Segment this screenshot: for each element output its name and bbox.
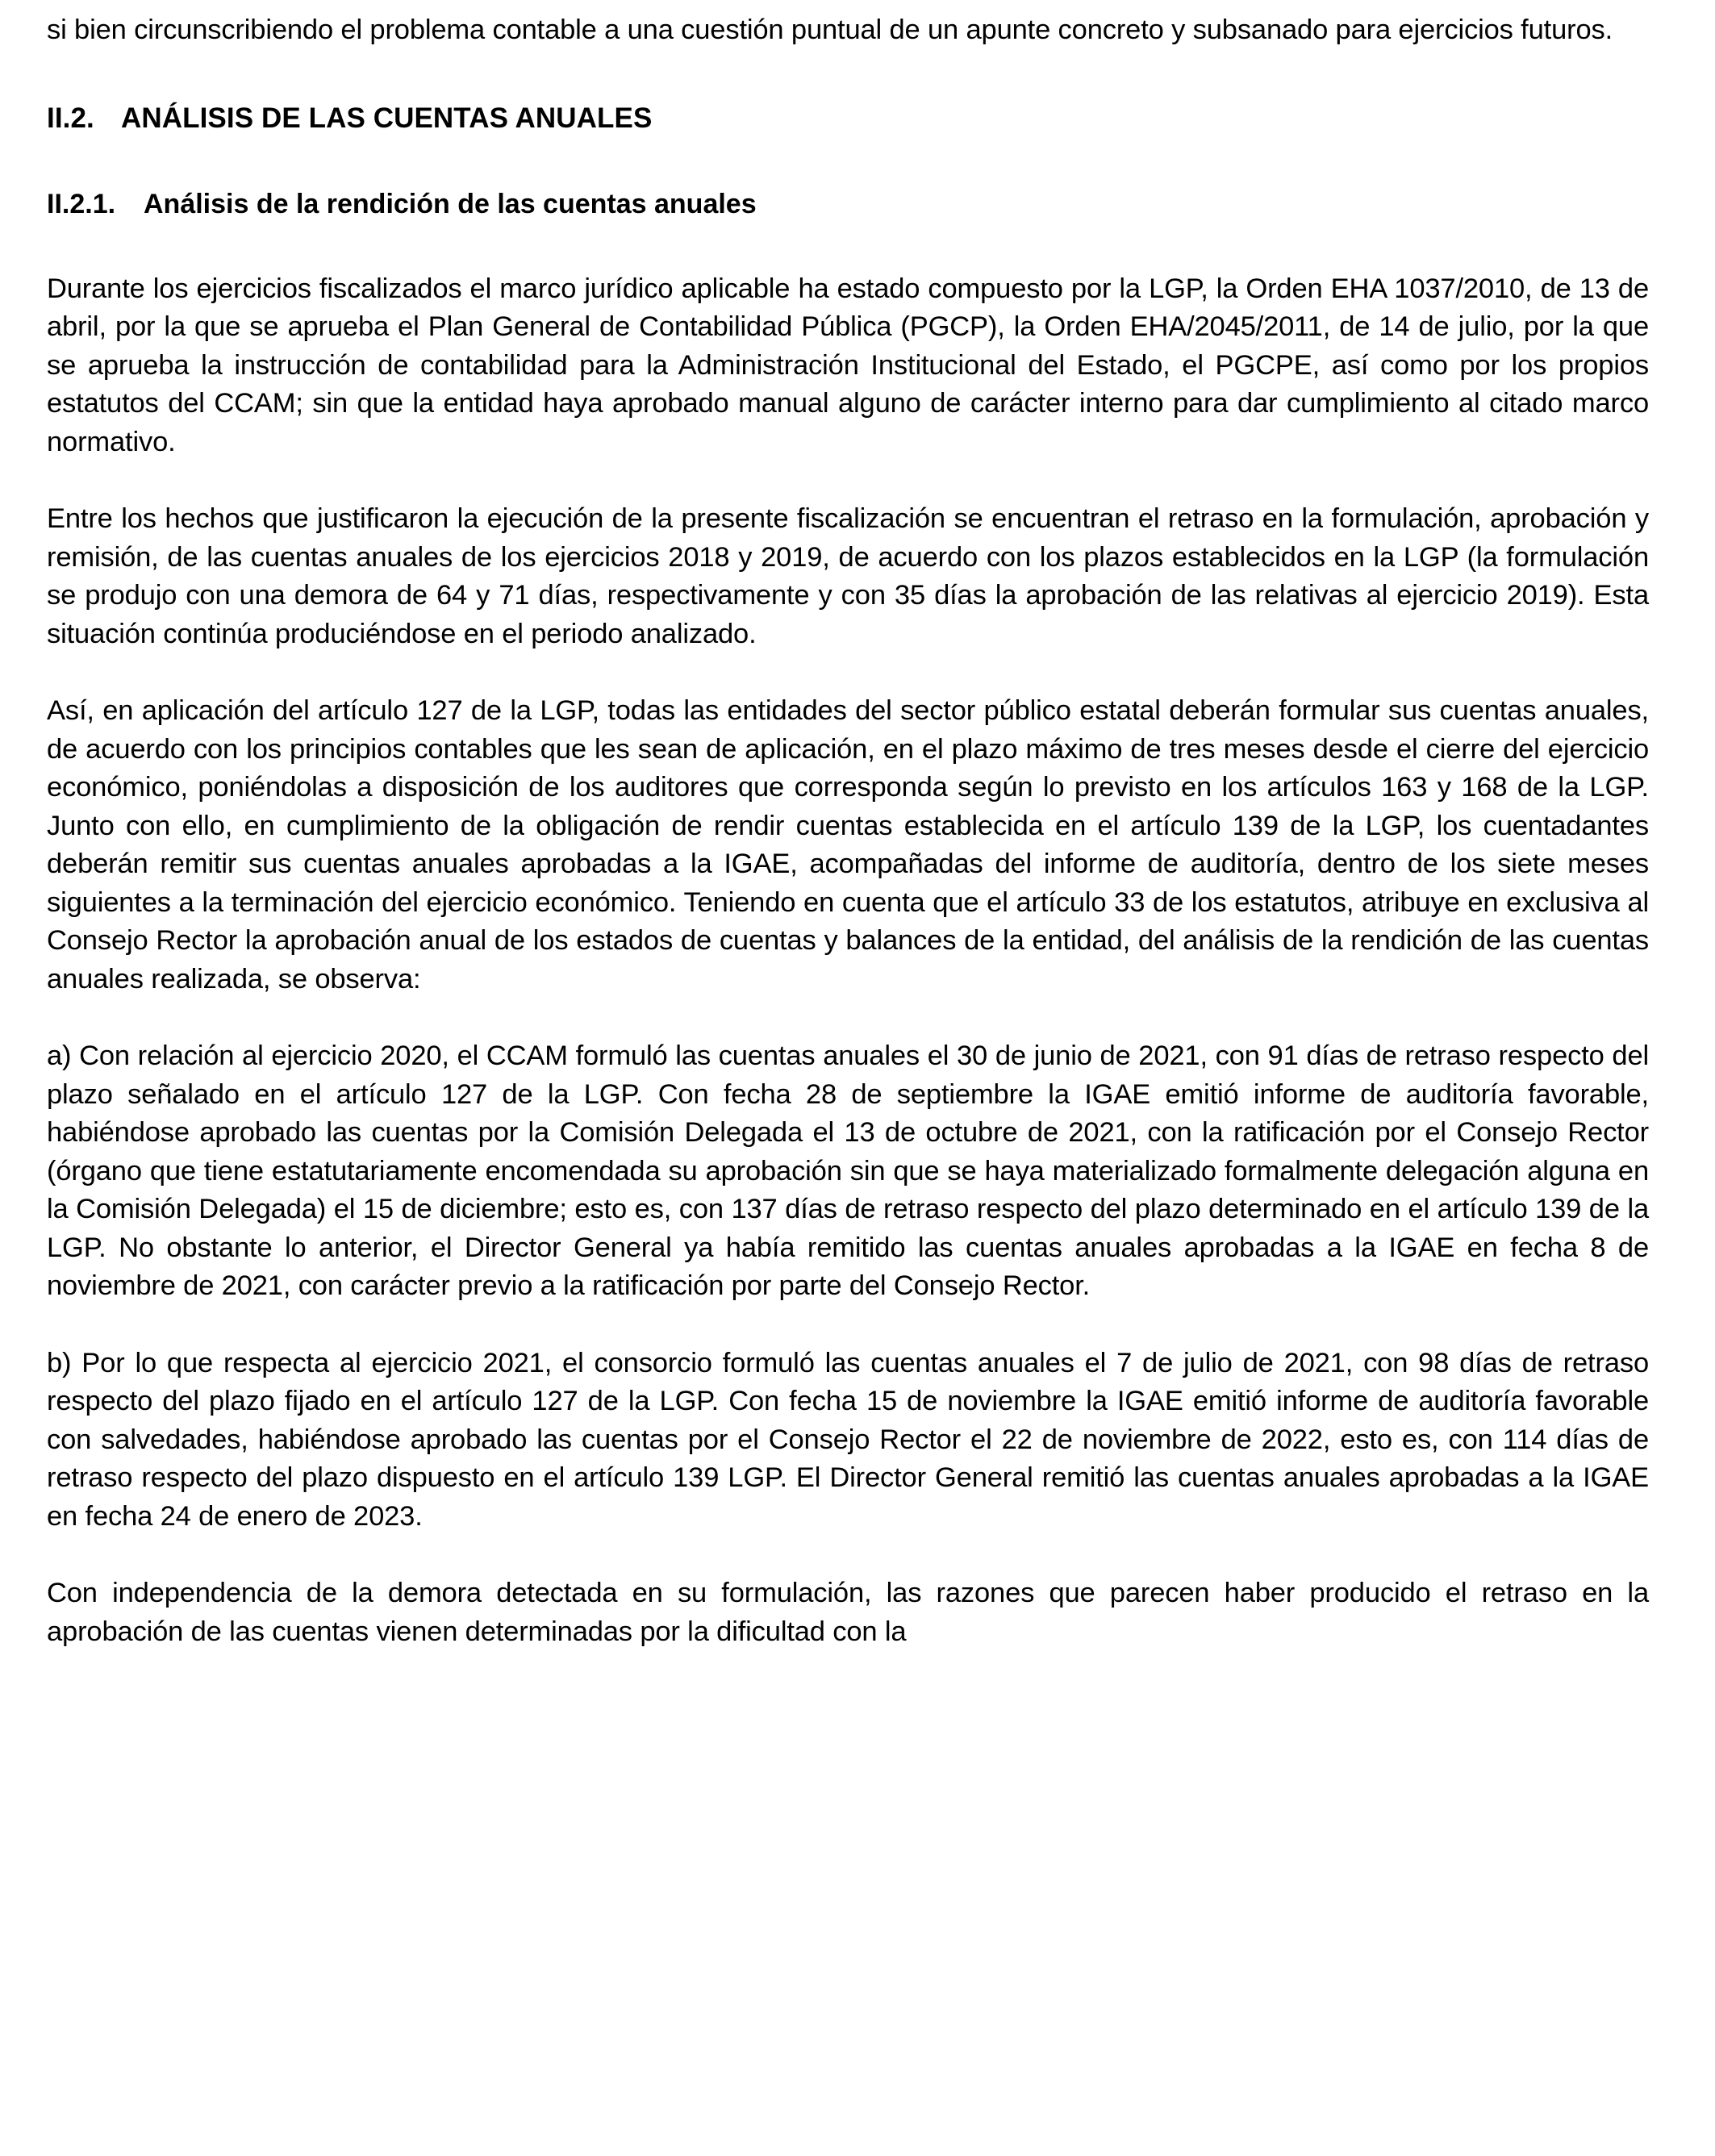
paragraph-item-a: a) Con relación al ejercicio 2020, el CCAM formuló las cuentas anuales el 30 de junio de 2021, con 91 días de retraso respecto del plazo señalado en el artículo 127 de la LGP. Con fecha 28 de septiembre la IGAE emitió informe de auditoría favorable, habiéndose aprobado las cuentas por la Comisión Delegada el 13 de octubre de 2021, con la ratificación por el Consejo Rector (órgano que tiene estatutariamente encomendada su aprobación sin que se haya materializado formalmente delegación alguna en la Comisión Delegada) el 15 de diciembre; esto es, con 137 días de retraso respecto del plazo determinado en el artículo 139 de la LGP. No obstante lo anterior, el Director General ya había remitido las cuentas anuales aprobadas a la IGAE en fecha 8 de noviembre de 2021, con carácter previo a la ratificación por parte del Consejo Rector. — [47, 1040, 1649, 1301]
spacer-before-body — [47, 222, 1649, 270]
paragraph-spacer — [47, 1536, 1649, 1574]
subsection-heading-title: Análisis de la rendición de las cuentas anuales — [144, 188, 757, 219]
paragraph-spacer — [47, 653, 1649, 692]
paragraph-spacer — [47, 1306, 1649, 1345]
paragraph-spacer — [47, 461, 1649, 500]
section-heading-number: II.2. — [47, 102, 94, 134]
section-heading — [47, 101, 1649, 136]
paragraph-marco-juridico: Durante los ejercicios fiscalizados el marco jurídico aplicable ha estado compuesto por la LGP, la Orden EHA 1037/2010, de 13 de abril, por la que se aprueba el Plan General de Contabilidad Pública (PGCP), la Orden EHA/2045/2011, de 14 de julio, por la que se aprueba la instrucción de contabilidad para la Administración Institucional del Estado, el PGCPE, así como por los propios estatutos del CCAM; sin que la entidad haya aprobado manual alguno de carácter interno para dar cumplimiento al citado marco normativo. — [47, 273, 1649, 457]
subsection-heading-number: II.2.1. — [47, 188, 116, 219]
paragraph-item-b: b) Por lo que respecta al ejercicio 2021, el consorcio formuló las cuentas anuales el 7 de julio de 2021, con 98 días de retraso respecto del plazo fijado en el artículo 127 de la LGP. Con fecha 15 de noviembre la IGAE emitió informe de auditoría favorable con salvedades, habiéndose aprobado las cuentas por el Consejo Rector el 22 de noviembre de 2022, esto es, con 114 días de retraso respecto del plazo dispuesto en el artículo 139 LGP. El Director General remitió las cuentas anuales aprobadas a la IGAE en fecha 24 de enero de 2023. — [47, 1347, 1649, 1532]
paragraph-hechos-justificaron: Entre los hechos que justificaron la ejecución de la presente fiscalización se encuentran el retraso en la formulación, aprobación y remisión, de las cuentas anuales de los ejercicios 2018 y 2019, de acuerdo con los plazos establecidos en la LGP (la formulación se produjo con una demora de 64 y 71 días, respectivamente y con 35 días la aprobación de las relativas al ejercicio 2019). Esta situación continúa produciéndose en el periodo analizado. — [47, 503, 1649, 649]
page-content — [47, 0, 1649, 1651]
top-spacer — [47, 0, 1649, 11]
subsection-heading — [47, 186, 1649, 222]
section-heading-title: ANÁLISIS DE LAS CUENTAS ANUALES — [121, 102, 653, 134]
paragraph-articulo-127: Así, en aplicación del artículo 127 de la LGP, todas las entidades del sector público estatal deberán formular sus cuentas anuales, de acuerdo con los principios contables que les sean de aplicación, en el plazo máximo de tres meses desde el cierre del ejercicio económico, poniéndolas a disposición de los auditores que corresponda según lo previsto en los artículos 163 y 168 de la LGP. Junto con ello, en cumplimiento de la obligación de rendir cuentas establecida en el artículo 139 de la LGP, los cuentadantes deberán remitir sus cuentas anuales aprobadas a la IGAE, acompañadas del informe de auditoría, dentro de los siete meses siguientes a la terminación del ejercicio económico. Teniendo en cuenta que el artículo 33 de los estatutos, atribuye en exclusiva al Consejo Rector la aprobación anual de los estados de cuentas y balances de la entidad, del análisis de la rendición de las cuentas anuales realizada, se observa: — [47, 695, 1649, 995]
continuation-paragraph: si bien circunscribiendo el problema contable a una cuestión puntual de un apunte concreto y subsanado para ejercicios futuros. — [47, 15, 1613, 45]
spacer-before-subsection-heading — [47, 136, 1649, 186]
paragraph-demora-formulacion: Con independencia de la demora detectada en su formulación, las razones que parecen haber producido el retraso en la aprobación de las cuentas vienen determinadas por la dificultad con la — [47, 1578, 1649, 1647]
paragraph-spacer — [47, 999, 1649, 1037]
spacer-before-section-heading — [47, 50, 1649, 101]
